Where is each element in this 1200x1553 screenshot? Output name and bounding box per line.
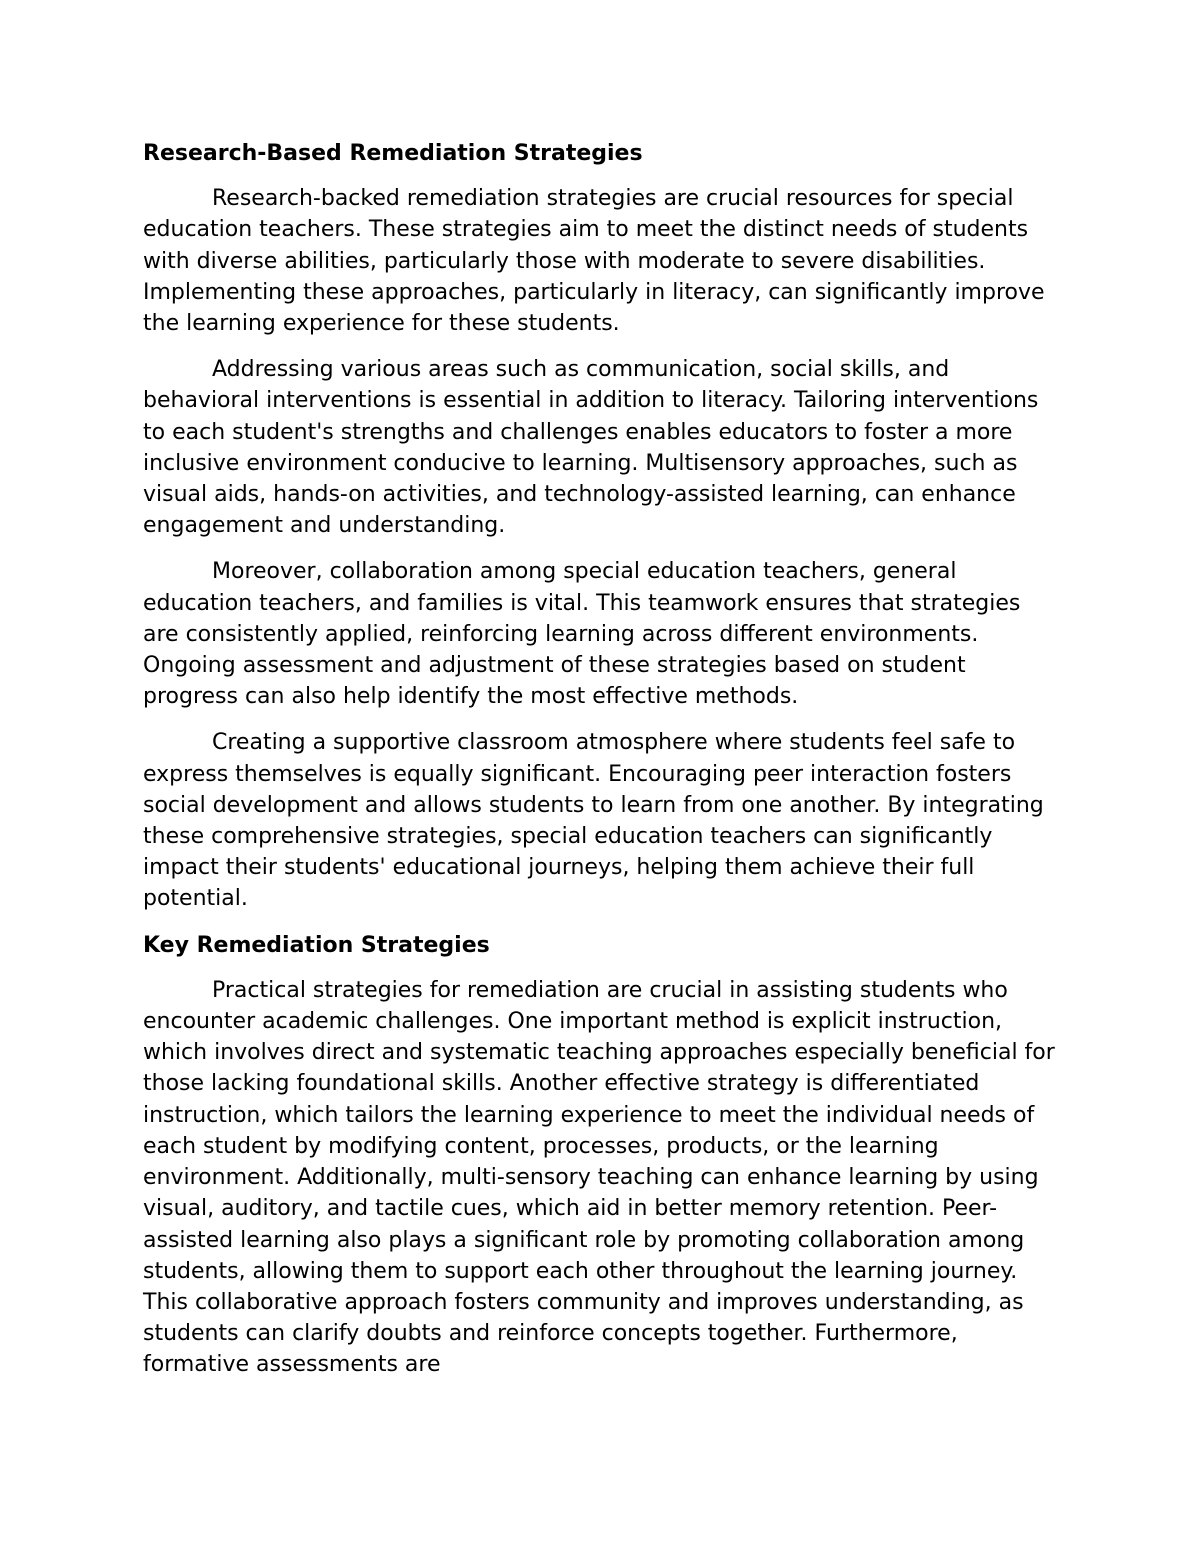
paragraph: Creating a supportive classroom atmosphere where students feel safe to express themselves is equally significant. Encouraging peer interaction fosters social development and allows students to learn from one another. By integrating these comprehensive strategies, special education teachers can significantly impact their students' educational journeys, helping them achieve their full potential. [143,730,1044,912]
section-heading-key-remediation: Key Remediation Strategies [143,932,490,958]
paragraph: Research-backed remediation strategies are crucial resources for special education teachers. These strategies aim to meet the distinct needs of students with diverse abilities, particularly those with moderate to severe disabilities. Implementing these approaches, particularly in literacy, can significantly improve the learning experience for these students. [143,186,1045,337]
paragraph: Practical strategies for remediation are crucial in assisting students who encounter academic challenges. One important method is explicit instruction, which involves direct and systematic teaching approaches especially beneficial for those lacking foundational skills. Another effective strategy is differentiated instruction, which tailors the learning experience to meet the individual needs of each student by modifying content, processes, products, or the learning environment. Additionally, multi-sensory teaching can enhance learning by using visual, auditory, and tactile cues, which aid in better memory retention. Peer-assisted learning also plays a significant role by promoting collaboration among students, allowing them to support each other throughout the learning journey. This collaborative approach fosters community and improves understanding, as students can clarify doubts and reinforce concepts together. Furthermore, formative assessments are [143,977,1055,1378]
paragraph: Moreover, collaboration among special education teachers, general education teachers, and families is vital. This teamwork ensures that strategies are consistently applied, reinforcing learning across different environments. Ongoing assessment and adjustment of these strategies based on student progress can also help identify the most effective methods. [143,559,1021,710]
paragraph: Addressing various areas such as communication, social skills, and behavioral interventions is essential in addition to literacy. Tailoring interventions to each student's strengths and challenges enables educators to foster a more inclusive environment conducive to learning. Multisensory approaches, such as visual aids, hands-on activities, and technology-assisted learning, can enhance engagement and understanding. [143,357,1039,539]
section-heading-research-based: Research-Based Remediation Strategies [143,141,643,166]
document-page [143,138,1058,1396]
